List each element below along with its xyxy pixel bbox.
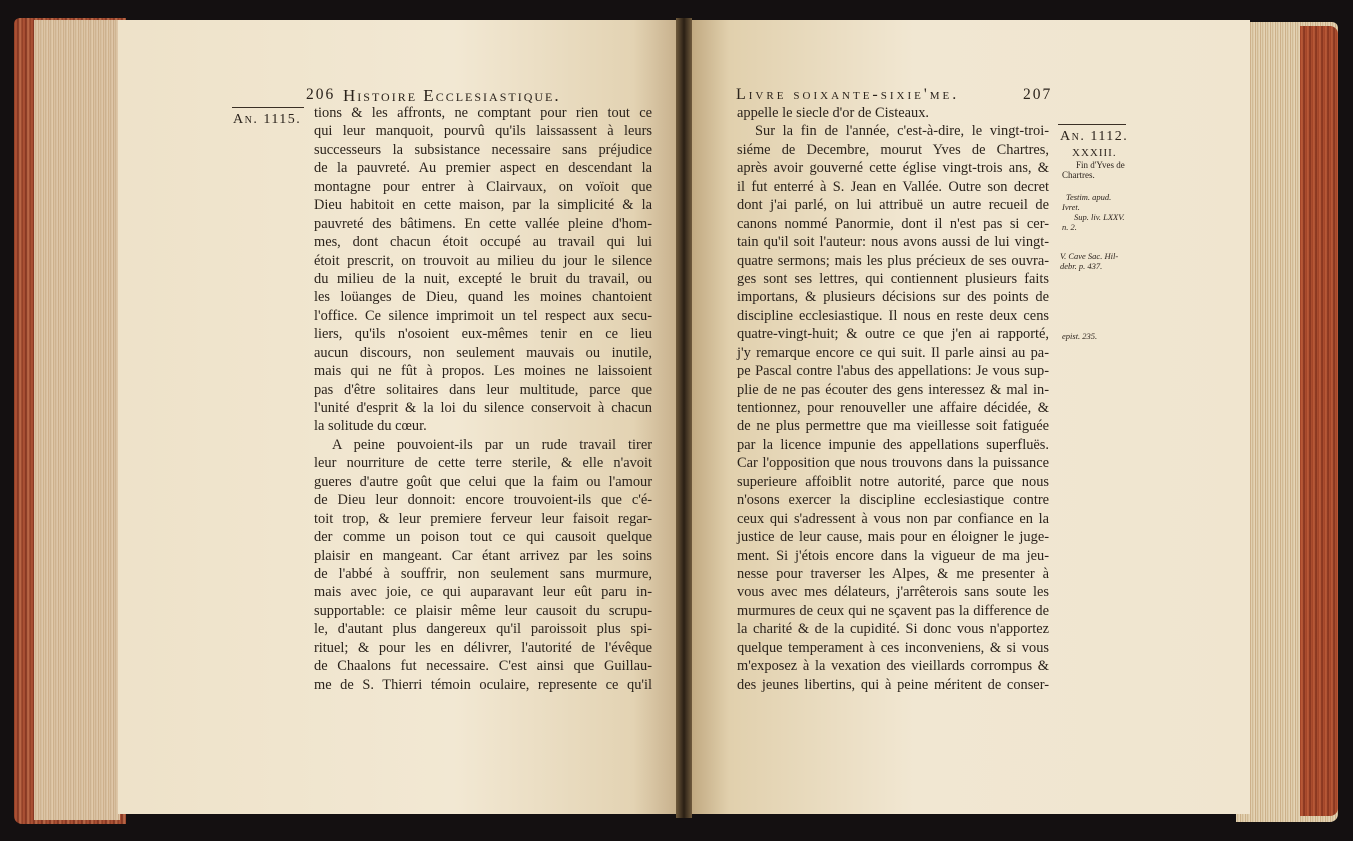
page-stack-left [34,20,120,820]
text-line: tions & les affronts, ne comptant pour rien tout ce [314,105,652,121]
text-line: Dieu habitoit en cette maison, par la simplicité & la [314,197,652,214]
text-line: discipline ecclesiastique. Il nous en reste deux cens [737,307,1049,324]
text-line: ges sont ses lettres, qui contiennent plusieurs faits [737,270,1049,287]
margin-note-line: Fin d'Yves de [1076,160,1125,170]
text-line: justice de leur cause, mais pour en éloigner le juge- [737,529,1049,546]
text-line: siéme de Decembre, mourut Yves de Chartres, [737,141,1049,158]
text-line: de l'abbé à souffrir, non seulement sans murmure, [314,565,652,582]
text-line: ment. Si j'étois encore dans la vigueur de ma jeu- [737,547,1049,564]
right-margin-note-testim [1062,192,1124,232]
margin-note-line: Ivret. [1062,202,1080,212]
text-line: j'y remarque encore ce qui suit. Il parle ainsi au pa- [737,344,1049,361]
right-margin-rule [1058,124,1126,125]
margin-note-line: n. 2. [1062,222,1077,232]
margin-note-line: debr. p. 437. [1060,261,1103,271]
text-line: de ne plus permettre que ma vieillesse soit fatiguée [737,418,1049,435]
text-line: par la licence impunie des appellations superfluës. [737,436,1049,453]
text-line: dont j'ai parlé, on lui attribuë un autre recueil de [737,197,1049,214]
book-gutter [676,18,692,818]
text-line: A peine pouvoient-ils par un rude travail tirer [332,436,652,453]
text-line: la solitude du cœur. [314,418,427,435]
text-line: tain qu'il soit l'auteur: nous avons aussi de lui vingt- [737,234,1049,251]
left-margin-rule [232,107,304,108]
text-line: n'osons exercer la discipline ecclesiastique contre [737,492,1049,509]
text-line: gueres d'autre goût que celui que la faim ou l'amour [314,473,652,490]
text-line: quatre sermons; mais les plus précieux de ses ouvra- [737,252,1049,269]
text-line: nesse pour traverser les Alpes, & me presenter à [737,565,1049,582]
text-line: étoit prescrit, on trouvoit au milieu du jour le silence [314,252,652,269]
right-page-number: 207 [1023,86,1053,103]
right-margin-section: XXXIII. [1072,147,1117,159]
text-line: plie de ne pas écouter des gens interessez & mal in- [737,381,1049,398]
text-line: rituel; & pour les en délivrer, l'autorité de l'évêque [314,639,652,656]
text-line: m'exposez à la vexation des vieillards corrompus & [737,658,1049,675]
text-line: murmures de ceux qui ne sçavent pas la difference de [737,602,1049,619]
text-line: mais avec joie, ce qui auparavant leur eût paru in- [314,584,652,601]
right-running-head: Livre soixante-sixie'me. [736,86,960,103]
text-line: qui leur manquoit, pourvû qu'ils laissassent à leurs [314,123,652,140]
margin-note-line: V. Cave Sac. Hil- [1060,251,1119,261]
left-running-head: Histoire Ecclesiastique. [343,86,561,105]
text-line: appelle le siecle d'or de Cisteaux. [737,105,929,121]
text-line: plaisir en mangeant. Car étant arrivez par les soins [314,547,652,564]
text-line: le, d'autant plus dangereux qu'il paroissoit plus spi- [314,621,652,638]
text-line: l'office. Ce silence imprimoit un tel respect aux secu- [314,307,652,324]
text-line: quelque temperament à ces inconveniens, & si vous [737,639,1049,656]
text-line: canons nommé Panormie, dont il n'est pas si cer- [737,215,1049,232]
text-line: du milieu de la nuit, excepté le bruit du travail, ou [314,270,652,287]
text-line: de Chaalons fut necessaire. C'est ainsi que Guillau- [314,658,652,675]
text-line: pauvreté des bâtimens. En cette vallée pleine d'hom- [314,215,652,232]
text-line: des jeunes libertins, qui à peine méritent de conser- [737,676,1049,693]
margin-note-line: Testim. apud. [1066,192,1112,202]
text-line: aucun discours, non seulement mauvais ou inutile, [314,344,652,361]
text-line: pe Pascal contre l'abus des appellations: Je vous sup- [737,363,1049,380]
text-line: ceux qui s'adressent à vous non par confiance en la [737,510,1049,527]
text-line: leur nourriture de cette terre sterile, & elle n'avoit [314,455,652,472]
text-line: toit trop, & leur premiere ferveur leur faisoit regar- [314,510,652,527]
margin-note-line: Chartres. [1062,170,1095,180]
left-page-number: 206 [306,86,336,103]
text-line: de la pauvreté. Au premier aspect en descendant la [314,160,652,177]
text-line: vous avec mes délateurs, j'arrêterois sans soute les [737,584,1049,601]
text-line: la charité & de la cupidité. Si donc vous n'apportez [737,621,1049,638]
right-margin-year: An. 1112. [1060,129,1129,144]
text-line: tentionnez, pour renouveller une affaire décidée, & [737,400,1049,416]
text-line: quatre-vingt-huit; & outre ce que j'en ai rapporté, [737,326,1049,343]
right-margin-note-cave [1060,251,1118,271]
left-margin-year: An. 1115. [233,112,302,127]
text-line: l'unité d'esprit & la loi du silence conservoit à chacun [314,400,652,416]
text-line: liers, qu'ils n'osoient eux-mêmes tenir en ce lieu [314,326,652,343]
right-margin-note-death [1062,160,1125,180]
left-body-text [314,104,652,694]
text-line: me de S. Thierri témoin oculaire, represente ce qu'il [314,676,652,693]
text-line: après avoir gouverné cette église vingt-trois ans, & [737,160,1049,177]
text-line: importans, & plusieurs décisions sur des points de [737,289,1049,306]
text-line: pas d'être solitaires dans leur multitude, parce que [314,381,652,398]
text-line: montagne pour entrer à Clairvaux, on voïoit que [314,178,652,195]
book-edge-right [1300,26,1338,816]
text-line: les loüanges de Dieu, quand les moines chantoient [314,289,652,306]
text-line: mais qui ne fût à propos. Les moines ne laissoient [314,363,652,380]
text-line: mes, dont chacun étoit occupé au travail qui lui [314,234,652,251]
text-line: supportable: ce plaisir même leur causoit du scrupu- [314,602,652,619]
text-line: Car l'opposition que nous trouvons dans la puissance [737,455,1049,472]
text-line: superieure affoiblit notre autorité, parce que nous [737,473,1049,490]
text-line: successeurs la subsistance necessaire sans préjudice [314,141,652,158]
text-line: Sur la fin de l'année, c'est-à-dire, le vingt-troi- [755,123,1049,140]
right-body-text [737,104,1049,694]
text-line: il fut enterré à S. Jean en Vallée. Outre son decret [737,178,1049,195]
text-line: der comme un poison tout ce qui causoit quelque [314,529,652,546]
margin-note-line: Sup. liv. LXXV. [1074,212,1125,222]
text-line: de Dieu leur donnoit: encore trouvoient-ils que c'é- [314,492,652,509]
right-margin-note-epist: epist. 235. [1062,331,1098,341]
